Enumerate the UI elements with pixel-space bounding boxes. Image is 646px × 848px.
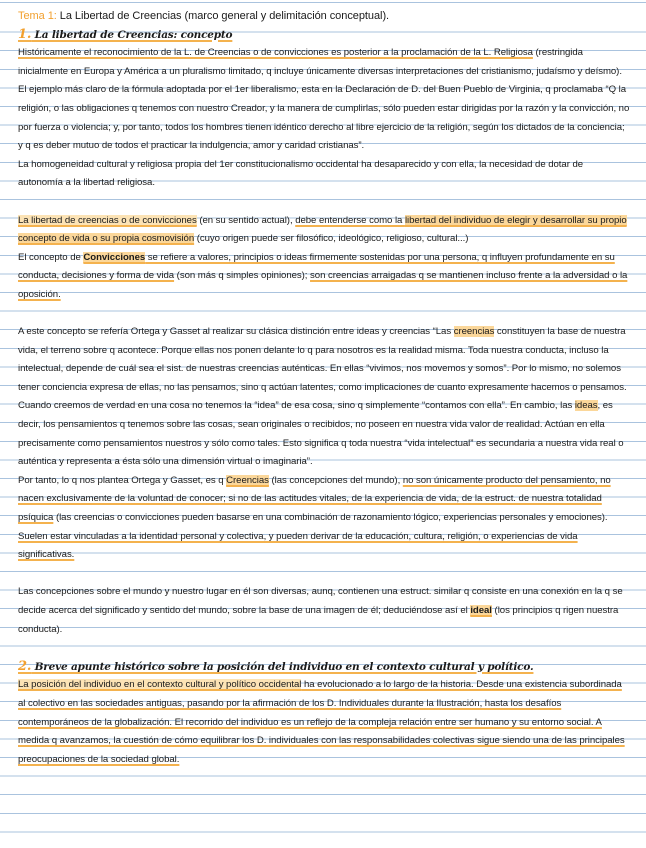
p6-e: (las creencias o convicciones pueden basarse en una combinación de razonamiento lógico, experiencias personales y emociones). (53, 512, 608, 524)
title-text: La Libertad de Creencias (marco general y delimitación conceptual). (56, 10, 390, 22)
page-title (18, 7, 630, 26)
p5-creencias: creencias (453, 326, 495, 338)
section-heading-1-text: La libertad de Creencias: concepto (31, 28, 233, 41)
p7-c: (los principios q rigen nuestra conducta). (18, 605, 619, 635)
notes-content (18, 7, 630, 769)
paragraph-conclusion (18, 472, 630, 565)
p1-body: (restringida inicialmente en Europa y América a un pluralismo limitado, q incluye únicamente diversas interpretaciones del cristianismo, judaísmo y deísmo). El ejemplo más claro de la fórmula adoptada por el 1er liberalismo, esta en la Declaración de D. del Buen Pueblo de Virginia, q proclamaba “Q la religión, o las obligaciones q tenemos con nuestro Creador, y la manera de cumplirlas, sólo pueden estar dirigidas por la razón y la convicción, no por fuerza o violencia; y, por tanto, todos los hombres tienen idéntico derecho al libre ejercicio de la religión, según los dictados de la conciencia; y q es deber mutuo de todos el practicar la indulgencia, amor y caridad cristianas”. (18, 47, 630, 152)
section-number-1: 1. (18, 26, 32, 42)
blank-line (18, 639, 630, 658)
p5-c: constituyen la base de nuestra vida, el terreno sobre q acontece. Porque ellas nos ponen delante lo q para nosotros es la realidad misma. Toda nuestra conducta, incluso la intelectual, depende de cuál sea el sist. de nuestras creencias auténticas. En ellas “vivimos, nos movemos y somos”. Por lo mismo, no solemos tener conciencia expresa de ellas, no las pensamos, sino q actúan latentes, como implicaciones de cuanto expresamente hacemos o pensamos. Cuando creemos de verdad en una cosa no tenemos la “idea” de esa cosa, sino q simplemente “contamos con ella”. En cambio, las (18, 326, 627, 412)
p3-term: La libertad de creencias o de convicciones (18, 214, 197, 226)
p3-underlined: debe entenderse como la (295, 214, 405, 226)
paragraph-definition (18, 212, 630, 249)
blank-line (18, 305, 630, 324)
p4-intro: El concepto de (18, 251, 84, 263)
p7-a: Las concepciones sobre el mundo y nuestro lugar en él son diversas, aunq, contienen una estruct. similar q consiste en una conexión en la q se decide acerca del significado y sentido del mundo, sobre la base de una imagen de él; deduciéndose así el (18, 586, 623, 616)
p6-creencias: Creencias (226, 474, 269, 486)
title-number: Tema 1: (18, 10, 57, 22)
blank-line (18, 193, 630, 212)
blank-line (18, 565, 630, 584)
p4-keyword: Convicciones (83, 251, 146, 263)
p4-definition: se refiere a valores, principios o ideas firmemente sostenidas por una persona, q influyen profundamente en su conducta, decisiones y forma de vida (18, 251, 615, 282)
p4-aside: (son más q simples opiniones); (174, 270, 311, 282)
paragraph-convictions (18, 249, 630, 305)
p1-underlined: Históricamente el reconocimiento de la L. de Creencias o de convicciones es posterior a la proclamación de la L. Religiosa (18, 47, 533, 59)
paragraph-history (18, 44, 630, 156)
p3-origin: (cuyo origen puede ser filosófico, ideológico, religioso, cultural...) (194, 233, 469, 245)
paragraph-homogeneity (18, 156, 630, 193)
section-heading-1 (18, 26, 630, 45)
paragraph-individual (18, 676, 630, 769)
paragraph-ortega (18, 323, 630, 472)
section-heading-2-text: Breve apunte histórico sobre la posición del individuo en el contexto cultural y político. (31, 660, 534, 673)
p3-aside: (en su sentido actual), (196, 214, 296, 226)
section-heading-2 (18, 658, 630, 677)
paragraph-worldviews (18, 583, 630, 639)
p6-d: no son únicamente producto del pensamiento, no nacen exclusivamente de la voluntad de conocer; si no de las actitudes vitales, de la experiencia de vida, de la estruct. de nuestra totalidad psíquica (18, 474, 611, 524)
p4-rooted: son creencias arraigadas q se mantienen incluso frente a la adversidad o la oposición. (18, 270, 628, 300)
p5-e: , es decir, los pensamientos q tenemos sobre las cosas, sean originales o recibidos, no poseen en nuestra vida valor de realidad. Actúan en ella precisamente como pensamientos nuestros y sólo como tales. Esto significa q toda nuestra “vida intelectual” es secundaria a nuestra vida real o auténtica y representa a ésta sólo una dimensión virtual o imaginaria”. (18, 400, 624, 468)
p6-a: Por tanto, lo q nos plantea Ortega y Gasset, es q (18, 474, 227, 486)
p6-c: (las concepciones del mundo), (268, 474, 403, 486)
p6-f: Suelen estar vinculadas a la identidad personal y colectiva, y pueden derivar de la educación, cultura, religión, o experiencias de vida significativas. (18, 530, 578, 561)
p2-body: La homogeneidad cultural y religiosa propia del 1er constitucionalismo occidental ha desaparecido y con ella, la necesidad de dotar de autonomía a la libertad religiosa. (18, 158, 584, 189)
p8-body: ha evolucionado a lo largo de la historia. Desde una existencia subordinada al colectivo en las sociedades antiguas, pasando por la afirmación de los D. Individuales durante la Ilustración, hasta los desafíos contemporáneos de la globalización. El recorrido del individuo es un reflejo de la compleja relación entre ser humano y su entorno social. A medida q avanzamos, la cuestión de cómo equilibrar los D. individuales con las responsabilidades colectivas sigue siendo una de las principales preocupaciones de la sociedad global. (18, 679, 625, 765)
p7-ideal: ideal (470, 605, 492, 616)
p8-highlight: La posición del individuo en el contexto cultural y político occidental (18, 679, 302, 691)
section-number-2: 2. (18, 658, 32, 674)
p5-a: A este concepto se refería Ortega y Gasset al realizar su clásica distinción entre ideas y creencias “Las (18, 326, 454, 338)
p5-ideas: ideas (574, 400, 598, 412)
p3-highlight: libertad del individuo de elegir y desarrollar su propio concepto de vida o su propia cosmovisión (18, 214, 627, 245)
